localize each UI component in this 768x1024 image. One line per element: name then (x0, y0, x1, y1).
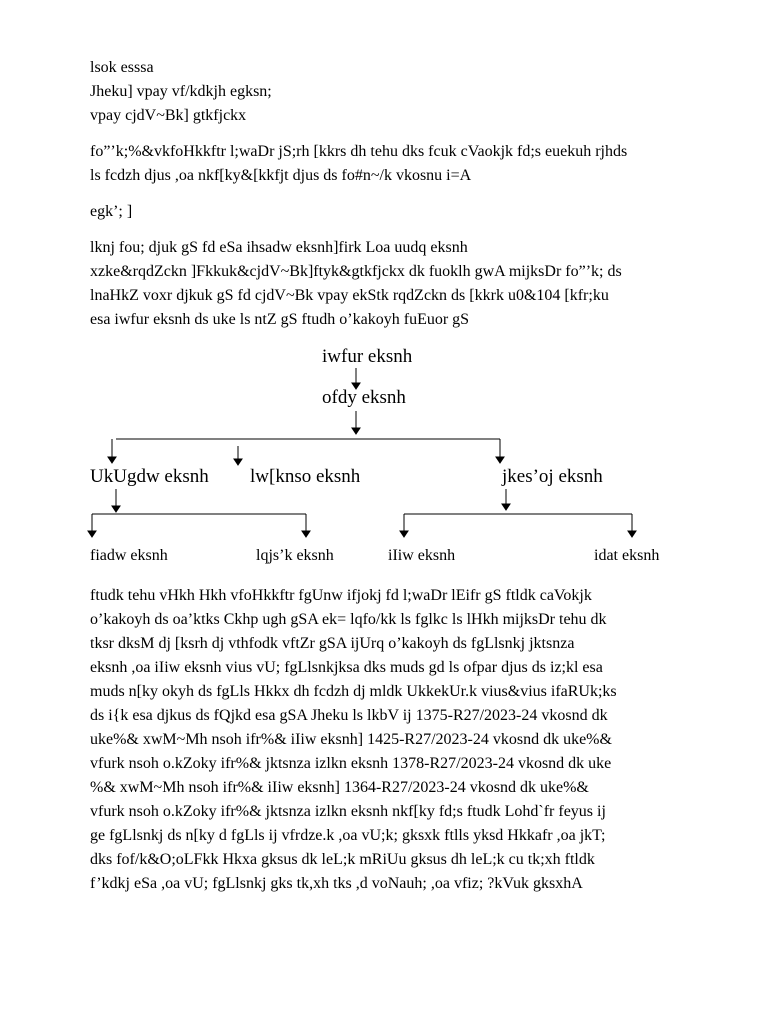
salutation: egk’; ] (90, 203, 133, 220)
tree-node-gen3: idat eksnh (594, 547, 660, 564)
body-line: f’kdkj eSa ,oa vU; fgLlsnkj gks tk,xh tks ,d voNauh; ,oa vfiz; ?kVuk gksxhA (90, 875, 583, 892)
tree-node-gen2: lw[knso eksnh (250, 466, 361, 487)
body-line: %& xwM~Mh nsoh ifr%& iIiw eksnh] 1364-R27/2023-24 vkosnd dk uke%& (90, 779, 589, 796)
body-line: o’kakoyh ds oa’ktks Ckhp ugh gSA ek= lqfo/kk ls fglkc ls lHkh mijksDr tehu dk (90, 611, 607, 628)
address-line: Jheku] vpay vf/kdkjh egksn; (90, 83, 272, 100)
body-line: ftudk tehu vHkh Hkh vfoHkkftr fgUnw ifjokj fd l;waDr lEifr gS ftldk caVokjk (90, 587, 592, 604)
tree-node-gen3: iIiw eksnh (388, 547, 456, 564)
address-line: lsok esssa (90, 59, 154, 76)
intro-line: esa iwfur eksnh ds uke ls ntZ gS ftudh o’kakoyh fuEuor gS (90, 311, 470, 328)
tree-node-child: ofdy eksnh (322, 387, 406, 408)
body-line: eksnh ,oa iIiw eksnh vius vU; fgLlsnkjksa dks muds gd ls ofpar djus ds iz;kl esa (90, 659, 603, 676)
intro-line: lknj fou; djuk gS fd eSa ihsadw eksnh]firk Loa uudq eksnh (90, 239, 468, 256)
tree-node-gen3: fiadw eksnh (90, 547, 168, 564)
tree-node-gen2: jkes’oj eksnh (502, 466, 603, 487)
subject-line: ls fcdzh djus ,oa nkf[ky&[kkfjt djus ds fo#n~/k vkosnu i=A (90, 167, 472, 184)
subject-line: fo”’k;%&vkfoHkkftr l;waDr jS;rh [kkrs dh tehu dks fcuk cVaokjk fd;s euekuh rjhds (90, 143, 628, 160)
body-line: uke%& xwM~Mh nsoh ifr%& iIiw eksnh] 1425-R27/2023-24 vkosnd dk uke%& (90, 731, 612, 748)
body-line: muds n[ky okyh ds fgLls Hkkx dh fcdzh dj mldk UkkekUr.k vius&vius ifaRUk;ks (90, 683, 617, 700)
tree-node-gen3: lqjs’k eksnh (256, 547, 334, 564)
body-line: ds i{k esa djkus ds fQjkd esa gSA Jheku ls lkbV ij 1375-R27/2023-24 vkosnd dk (90, 707, 608, 724)
body-line: vfurk nsoh o.kZoky ifr%& jktsnza izlkn eksnh 1378-R27/2023-24 vkosnd dk uke (90, 755, 612, 772)
body-line: ge fgLlsnkj ds n[ky d fgLls ij vfrdze.k ,oa vU;k; gksxk ftlls yksd Hkkafr ,oa jkT; (90, 827, 606, 844)
body-line: tksr dksM dj [ksrh dj vthfodk vftZr gSA ijUrq o’kakoyh ds fgLlsnkj jktsnza (90, 635, 575, 652)
tree-node-root: iwfur eksnh (322, 346, 413, 367)
body-line: vfurk nsoh o.kZoky ifr%& jktsnza izlkn eksnh nkf[ky fd;s ftudk Lohd`fr feyus ij (90, 803, 606, 820)
intro-line: lnaHkZ voxr djkuk gS fd cjdV~Bk vpay ekStk rqdZckn ds [kkrk u0&104 [kfr;ku (90, 287, 609, 304)
body-line: dks fof/k&O;oLFkk Hkxa gksus dk leL;k mRiUu gksus dh leL;k cu tk;xh ftldk (90, 851, 595, 868)
tree-node-gen2: UkUgdw eksnh (90, 466, 209, 487)
body-paragraph (90, 584, 690, 896)
intro-line: xzke&rqdZckn ]Fkkuk&cjdV~Bk]ftyk&gtkfjckx dk fuoklh gwA mijksDr fo”’k; ds (90, 263, 622, 280)
address-line: vpay cjdV~Bk] gtkfjckx (90, 107, 247, 124)
